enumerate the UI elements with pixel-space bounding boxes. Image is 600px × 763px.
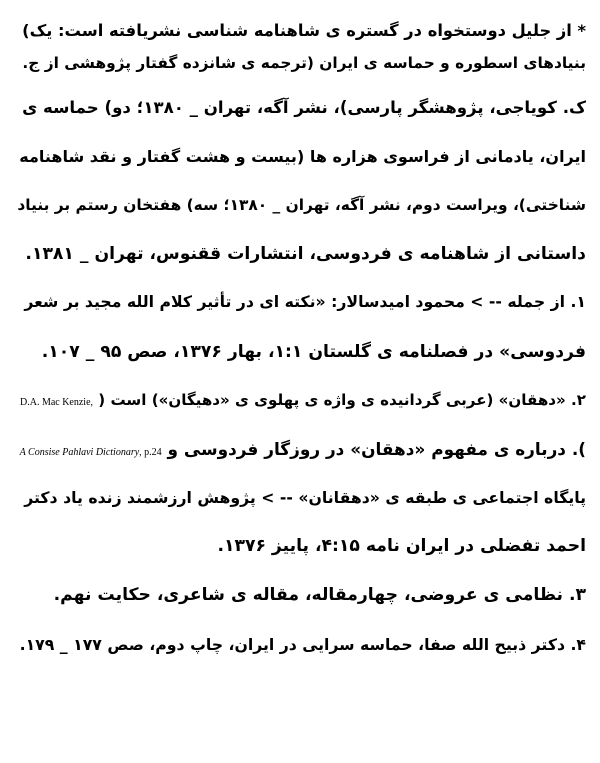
footnote-2-line-1 <box>14 388 586 437</box>
footnote-2-line-3: پایگاه اجتماعی ی طبقه ی «دهقانان» -- > پژوهش ارزشمند زنده یاد دکتر <box>24 488 586 507</box>
footnote-4: ۴. دکتر ذبیح الله صفا، حماسه سرایی در ایران، چاپ دوم، صص ۱۷۷ _ ۱۷۹. <box>19 635 586 654</box>
footnote-2-text-1: ۲. «دهقان» (عربی گردانیده ی واژه ی پهلوی ی «دهیگان») است ( <box>98 391 586 409</box>
text-line-6: داستانی از شاهنامه ی فردوسی، انتشارات ققنوس، تهران _ ۱۳۸۱. <box>25 244 586 264</box>
text-line-5: شناختی)، ویراست دوم، نشر آگه، تهران _ ۱۳۸۰؛ سه) هفتخان رستم بر بنیاد <box>17 196 586 214</box>
dictionary-ref <box>20 447 162 458</box>
dictionary-title: A Consise Pahlavi Dictionary <box>19 447 140 458</box>
text-line-4: ایران، یادمانی از فراسوی هزاره ها (بیست و هشت گفتار و نقد شاهنامه <box>19 147 586 166</box>
text-line-3: ک. کویاجی، پژوهشگر پارسی)، نشر آگه، تهران _ ۱۳۸۰؛ دو) حماسه ی <box>22 98 586 117</box>
footnote-3: ۳. نظامی ی عروضی، چهارمقاله، مقاله ی شاعری، حکایت نهم. <box>53 585 586 605</box>
footnote-1-line-2: فردوسی» در فصلنامه ی گلستان ۱:۱، بهار ۱۳۷۶، صص ۹۵ _ ۱۰۷. <box>41 342 586 362</box>
footnote-2-line-4: احمد تفضلی در ایران نامه ۴:۱۵، پاییز ۱۳۷۶. <box>217 536 586 556</box>
dictionary-page: , p.24 <box>139 447 162 458</box>
text-line-1: * از جلیل دوستخواه در گستره ی شاهنامه شناسی نشریافته است: یک) <box>22 21 586 40</box>
text-line-2: بنیادهای اسطوره و حماسه ی ایران (ترجمه ی شانزده گفتار پژوهشی از ج. <box>22 54 586 72</box>
footnote-1-line-1: ۱. از جمله -- > محمود امیدسالار: «نکته ای در تأثیر کلام الله مجید بر شعر <box>24 292 586 311</box>
footnote-2-line-2 <box>14 437 586 486</box>
footnote-2-text-2: ). درباره ی مفهوم «دهقان» در روزگار فردوسی و <box>167 439 586 459</box>
mackenzie-ref: D.A. Mac Kenzie, <box>20 397 94 408</box>
